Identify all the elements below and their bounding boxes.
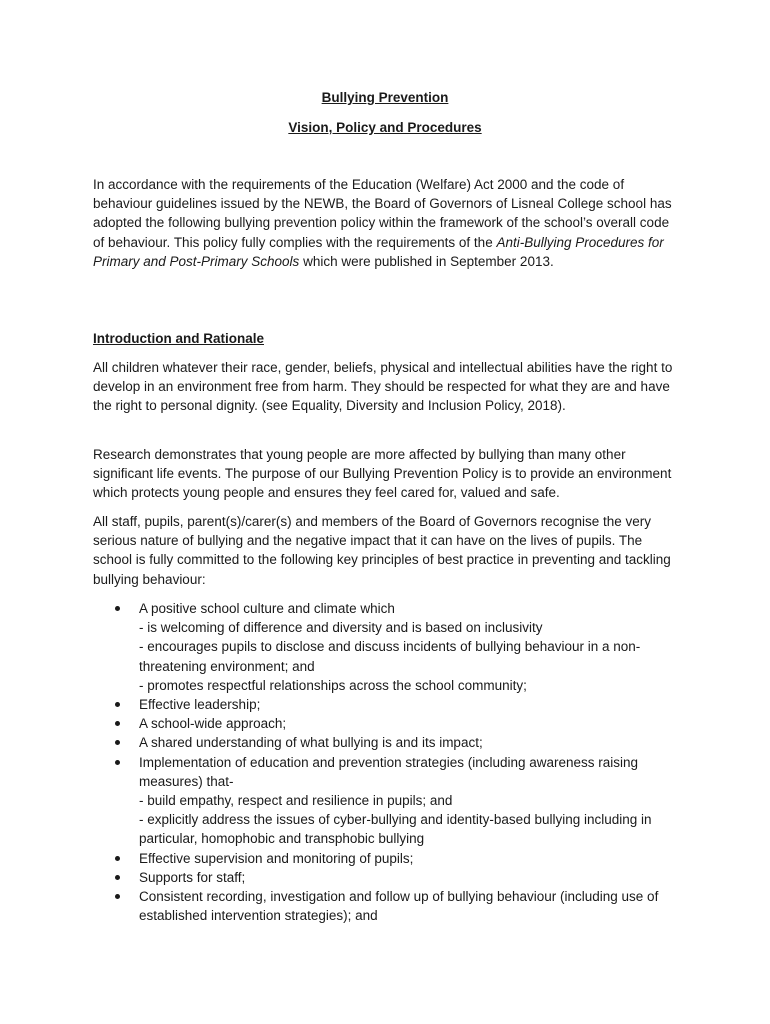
- intro-italic-title: Anti-Bullying Procedures for Primary and Post-Primary Schools: [93, 234, 664, 269]
- document-subtitle: Vision, Policy and Procedures: [288, 120, 482, 135]
- bullet-icon: [115, 606, 120, 611]
- list-subitem: - build empathy, respect and resilience in pupils; and: [139, 793, 453, 809]
- list-item: [93, 733, 683, 752]
- bullet-icon: [115, 875, 120, 880]
- list-item: [93, 695, 683, 714]
- list-item-text: Supports for staff;: [139, 869, 246, 885]
- list-item: [93, 753, 683, 849]
- bullet-icon: [115, 856, 120, 861]
- list-item: [93, 868, 683, 887]
- bullet-icon: [115, 740, 120, 745]
- bullet-icon: [115, 760, 120, 765]
- list-item-text: A shared understanding of what bullying is and its impact;: [139, 735, 483, 751]
- list-subitem: - promotes respectful relationships across the school community;: [139, 677, 527, 693]
- rationale-paragraph-3: [93, 512, 683, 589]
- list-item-text: Consistent recording, investigation and follow up of bullying behaviour (including use of established intervention strategies); and: [139, 889, 659, 924]
- list-item-text: Effective supervision and monitoring of pupils;: [139, 850, 414, 866]
- list-subitem: - is welcoming of difference and diversity and is based on inclusivity: [139, 620, 543, 636]
- list-item-text: A school-wide approach;: [139, 716, 287, 732]
- document-title: Bullying Prevention: [321, 90, 449, 105]
- paragraph-text: All children whatever their race, gender, beliefs, physical and intellectual abilities have the right to develop in an environment free from harm. They should be respected for what they are and have the right to personal dignity. (see Equality, Diversity and Inclusion Policy, 2018).: [93, 360, 673, 414]
- list-item: [93, 887, 683, 925]
- paragraph-text: Research demonstrates that young people are more affected by bullying than many other significant life events. The purpose of our Bullying Prevention Policy is to provide an environment which protects young people and ensures they feel cared for, valued and safe.: [93, 447, 672, 501]
- list-item: [93, 714, 683, 733]
- list-subitem: - explicitly address the issues of cyber-bullying and identity-based bullying including in particular, homophobic and transphobic bullying: [139, 812, 652, 847]
- intro-paragraph: [93, 175, 683, 271]
- list-item: [93, 599, 683, 695]
- intro-text-start: In accordance with the requirements of the Education (Welfare) Act 2000 and the code of behaviour guidelines issued by the NEWB, the Board of Governors of Lisneal College school has adopted the following bullying prevention policy within the framework of the school’s overall code of behaviour. This policy fully complies with the requirements of the: [93, 177, 672, 250]
- intro-text-end: which were published in September 2013.: [299, 253, 554, 269]
- bullet-icon: [115, 894, 120, 899]
- principles-list: [93, 599, 683, 925]
- paragraph-text: All staff, pupils, parent(s)/carer(s) and members of the Board of Governors recognise the very serious nature of bullying and the negative impact that it can have on the lives of pupils. The school is fully committed to the following key principles of best practice in preventing and tackling bullying behaviour:: [93, 514, 671, 587]
- rationale-paragraph-2: [93, 445, 683, 503]
- list-item-text: Implementation of education and prevention strategies (including awareness raising measures) that-: [139, 754, 639, 789]
- list-item-text: A positive school culture and climate which: [139, 601, 395, 616]
- rationale-paragraph-1: [93, 358, 683, 416]
- list-item: [93, 849, 683, 868]
- bullet-icon: [115, 702, 120, 707]
- list-subitem: - encourages pupils to disclose and discuss incidents of bullying behaviour in a non-threatening environment; and: [139, 639, 641, 674]
- section-heading: Introduction and Rationale: [93, 331, 264, 346]
- bullet-icon: [115, 721, 120, 726]
- list-item-text: Effective leadership;: [139, 697, 261, 713]
